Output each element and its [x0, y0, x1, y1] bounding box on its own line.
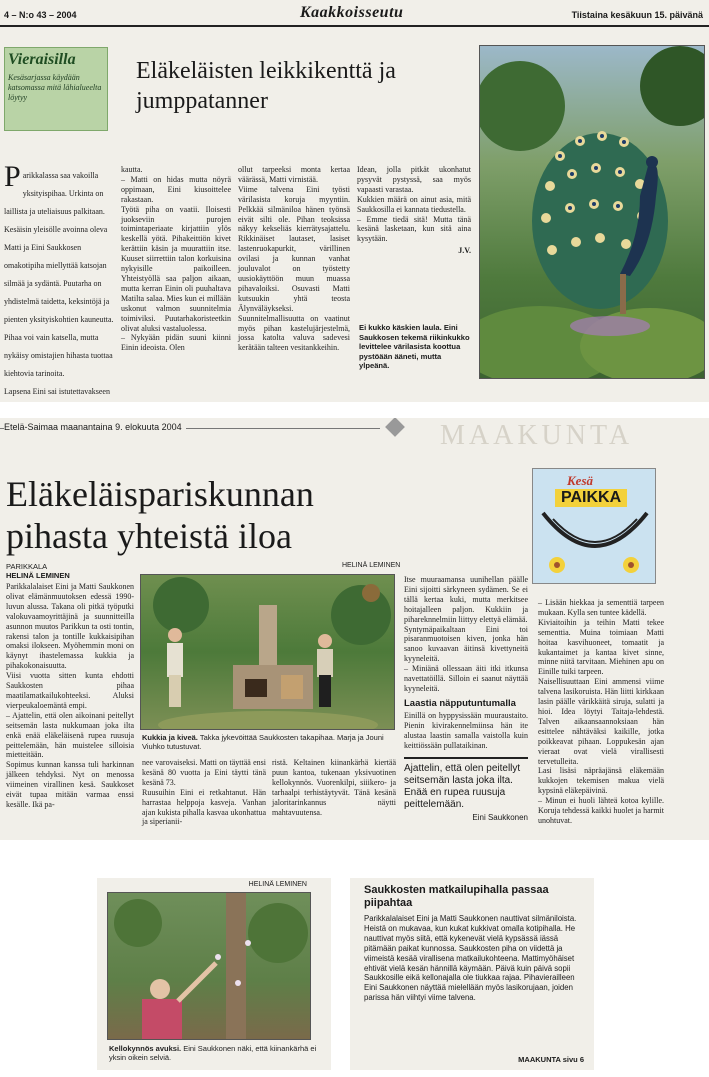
- article-col-3: ollut tarpeeksi monta kertaa väärässä, Matti virnistää. Viime talvena Eini työsti värilasista koruja myyntiin. Pelkkää silmäniloa hänen työnsä eivät silti ole. Pihan teoksissa näkyy kekseliäs kierrätysajattelu. Rikkinäiset lautaset, lasiset lastenruokapurkit, värillinen ovilasi ja kunnan vanhat jouluvalot on työstetty uusiokäyttöön muun muassa pihavaloiksi. Osuvasti Matti kutsuukin yhtä teosta Älynväläykseksi. Suunnitelmallisuutta on vaatinut myös pihan kastelujärjestelmä, jossa katolta valuva sadevesi kerätään talteen vesitankkeihin.: [238, 165, 350, 353]
- clipping-teaser: [350, 878, 594, 1070]
- header-date: Tiistaina kesäkuun 15. päivänä: [571, 10, 703, 20]
- teaser-text: Parikkalalaiset Eini ja Matti Saukkonen nauttivat silmäniloista. Heistä on mukavaa, kun kukat kukkivat omalla kotipihalla. He nauttivat myös siitä, että kykenevät vielä kypsässä iässä pitämään paikat kunnossa. Saukkosten piha on viidettä ja viimeistä kesää virallisena matkailukohteena. Mattimyöhäiset ehtivät vielä kesän hännillä käymään. Päivä kuin päivä sopii Saukkosille eikä kellonajalla ole tiukkaa rajaa. Pihavierailleen Eini Saukkonen näyttää mielellään myös lasikorujaan, joiden parissa hän viihtyi viime talvena.: [364, 914, 577, 1003]
- teaser-headline: Saukkosten matkailupihalla passaa piipahtaa: [364, 884, 549, 909]
- article-col-4: – Lisään hiekkaa ja sementtiä tarpeen mukaan. Kylla sen tuntee kädellä. Kiviaitoihin ja teihin Matti tekee sementtia. Muina toimiaan Matti hoitaa kasvihuoneet, tomaatit ja kukantaimet ja kantaa kivet sinne, minne niitä tarvitaan. Miehinen apu on Einille tuiki tarpeen. Naisellisuuttaan Eini ammensi viime talvena lasikoruista. Hän liitti kirkkaan lasin päälle värikkäitä siruja, sulatti ja hioi. Idea löytyi Taitaja-lehdestä. Talven aikaansaannoksiaan hän esittelee nähtäväksi kaikille, jotka poikkeavat pihaan. Loppukesän ajan vieraat ovat vielä virallisesti tervetulleita. Lasi lisäsi näpräajänsä eläkemään kukkojen tekemisen makua vielä kypsinä eläkepäivinä. – Minun ei huoli lähteä kotoa kylille. Koruja tehdessä kaikki huolet ja harmit unohtuvat.: [538, 598, 664, 825]
- col-1-text: arikkalassa saa vakoilla yksityispihaa. Urkinta on laillista ja uteliaisuus palkitaan. Kesäisin yleisölle avoinna oleva Matti ja Eini Saukkosen omakotipiha miellyttää katsojan silmää ja sydäntä. Puutarha on yhdistelmä taidetta, keksintöjä ja pienten yksityiskohtien kauneutta. Pihaa voi vain katsella, mutta nykäisy omistajien hihasta tuottaa kiehtovia tarinoita. Lapsena Eini sai istutettavakseen: [4, 171, 114, 396]
- photo-caption: [142, 733, 394, 751]
- byline: HELINÄ LEMINEN: [6, 571, 70, 580]
- article-col-3: [404, 575, 528, 822]
- peacock-photo: [479, 45, 705, 379]
- peacock-illustration: [480, 46, 705, 379]
- fireplace-illustration: [141, 575, 395, 730]
- ornament-diamond: [385, 418, 405, 437]
- col-3b-text: Einillä on hyppysissään muuraustaito. Pienin kivirakennelmiinsa hän ite alustaa laastin samalla vaistolla kuin keittiössään pullataikinan.: [404, 710, 528, 750]
- photo-credit: HELINÄ LEMINEN: [248, 881, 307, 888]
- page-pointer: MAAKUNTA sivu 6: [518, 1055, 584, 1064]
- headline: Eläkeläisten leikkikenttä ja jumppatanner: [136, 58, 396, 114]
- caption-bold: Kellokynnös avuksi.: [109, 1044, 182, 1053]
- photo-caption: [109, 1044, 323, 1062]
- caption-bold: Kukkia ja kiveä.: [142, 733, 198, 742]
- article-col-1: [4, 160, 114, 402]
- woman-figure: [317, 634, 333, 707]
- hammock-icon: [533, 469, 657, 585]
- article-col-1: Parikkalalaiset Eini ja Matti Saukkonen olivat elämänmuutoksen edessä 1990-luvun alussa. Takana oli pitkä työputki valokuvaamoyrittäjinä ja suunnitteilla asunnon muutos Parikkun ta osti tontin, rakensi talon ja tontille kukkaisipihan omaksi ilokseen. Myöhemmin moni on käynyt ihastelemassa kukkia ja pihakokonaisuutta. Viisi vuotta sitten kunta ehdotti Saukkosten pihaa maatilamatkailukohteeksi. Aluksi vierpeukaloemäntä empi. – Ajattelin, että olen aikoinani peitellyt seitsemän lasta nukkumaan joka ilta enkä enää eläkeläisenä rupea ruusuja peittelemään, hän muistelee silloisia mietteitään. Sopimus kunnan kanssa tuli harkinnan jälkeen tehdyksi. Nyt on menossa viimeinen virallinen kesä. Saukkoset eivät tupaa mitään varmaa enssi kesälle. Ikä pa-: [6, 582, 134, 809]
- signature: J.V.: [458, 246, 471, 256]
- dateline: Etelä-Saimaa maanantaina 9. elokuuta 2004: [4, 422, 186, 432]
- logo-bottom: PAIKKA: [555, 489, 627, 507]
- dropcap: P: [4, 160, 21, 193]
- masthead: Kaakkoisseutu: [300, 4, 404, 21]
- clematis-illustration: [108, 893, 311, 1040]
- pullquote: Ajattelin, että olen peitellyt seitsemän lasta joka ilta. Enää en rupea ruusuja peittelemään.: [404, 762, 521, 810]
- peacock-caption: Ei kukko käskien laula. Eini Saukkosen tekemä riikinkukko levittelee värilasista koottua pystöään ääneti, mutta ylpeänä.: [359, 323, 470, 370]
- issue-number: 4 – N:o 43 – 2004: [4, 10, 77, 20]
- photo-credit: HELINÄ LEMINEN: [342, 562, 401, 569]
- garden-fireplace-photo: [140, 574, 395, 730]
- header-rule: [0, 25, 709, 27]
- clipping-photo: [97, 878, 331, 1070]
- vignette-text: Kesäsarjassa käydään katsomassa mitä lähialueelta löytyy: [8, 73, 102, 102]
- pullquote-source: Eini Saukkonen: [472, 812, 528, 822]
- subhead: Laastia näpputuntumalla: [404, 697, 516, 709]
- headline-line-2: pihasta yhteistä iloa: [6, 516, 292, 556]
- pullquote-rule: [404, 757, 528, 759]
- bleed-through-text: MAAKUNTA: [440, 420, 634, 451]
- col-3-text: Itse muuraamansa uunihellan päälle Eini sijoitti särkyneen sydämen. Se ei tällä kertaa kuki, mutta merkitsee hoitajalleen paljon. Kukkiin ja pihareknnelmiin liittyy elettyä elämää. Syntymäpaikaltaan Eini toi pisaranmuotoisen kiven, jonka hän sanoo kuvaavan äitinsä kivettyneitä kyyneleitä. – Miniänä ollessaan äiti itki itkunsa navettatöillä. Silloin ei saanut näyttää kyyneleitä.: [404, 575, 528, 693]
- clipping-kaakkoisseutu: [0, 0, 709, 402]
- article-col-1b: nee varovaiseksi. Matti on täyttää ensi kesänä 80 vuotta ja Eini täytti tänä kesänä 73. Ruusuihin Eini ei retkahtanut. Hän harrastaa helppoja kasveja. Vanhan ajan kukista pihalla kasvaa ukonhattua ja siperianii-: [142, 758, 266, 827]
- vignette-box: [4, 47, 108, 131]
- kesapaikka-logo: [532, 468, 656, 584]
- caption-text: Eini Saukkonen näki, että kiinankärhä ei yksin oikein selviä.: [109, 1044, 317, 1062]
- caption-text: Takka jykevöittää Saukkosten takapihaa. Marja ja Jouni Viuhko tutustuvat.: [142, 733, 384, 751]
- clematis-photo: [107, 892, 311, 1040]
- article-col-2b: ristä. Keltainen kiinankärhä kiertää puun kantoa, tukenaan yksivuotinen kellokynnös. Vuorenkilpi, siiikero- ja tarhaalpi terhistäytyvät. Tänä kesänä jaloritarinkannus näytti mahtavuutensa.: [272, 758, 396, 817]
- article-col-4: [357, 165, 471, 255]
- woman-figure: [142, 979, 182, 1040]
- headline-line-1: Eläkeläispariskunnan: [6, 474, 314, 514]
- logo-top: Kesä: [567, 473, 593, 488]
- vignette-title: Vieraisilla: [8, 51, 76, 68]
- man-figure: [167, 628, 183, 707]
- article-col-2: kautta. – Matti on hidas mutta nöyrä oppimaan, Eini kiusoittelee rakastaan. Työtä piha on vaatii. Iloisesti juokseviin purojen toimintaperiaate kirjattiin ylös keskellä yötä. Pihakeittiön kivet kerättiin käsin ja muurattiin itse. Kuuset siirrettiin talon korkuisina nykyisille paikoilleen. Yhteistyöllä saa paljon aikaan, mutta kerran Einin oli puuhaltava Matilta salaa. Mies kun ei millään uskonut valmon suunnitelmia toimiviksi. Puutarhakoristeetkin olivat aluksi vastaluolessa. – Nykyään pidän suuni kiinni Einin ideoista. Olen: [121, 165, 231, 353]
- col-4-text: Idean, jolla pitkät ukonhatut pysyvät pystyssä, saa myös vapaasti varastaa. Kukkien määrä on ainut asia, mitä Saukkosilla ei kannata tiedustella. – Emme tiedä sitä! Mutta tänä kesänä lasketaan, kun sitä aina kysytään.: [357, 165, 471, 244]
- place: PARIKKALA: [6, 562, 48, 571]
- clipping-etela-saimaa: [0, 418, 709, 840]
